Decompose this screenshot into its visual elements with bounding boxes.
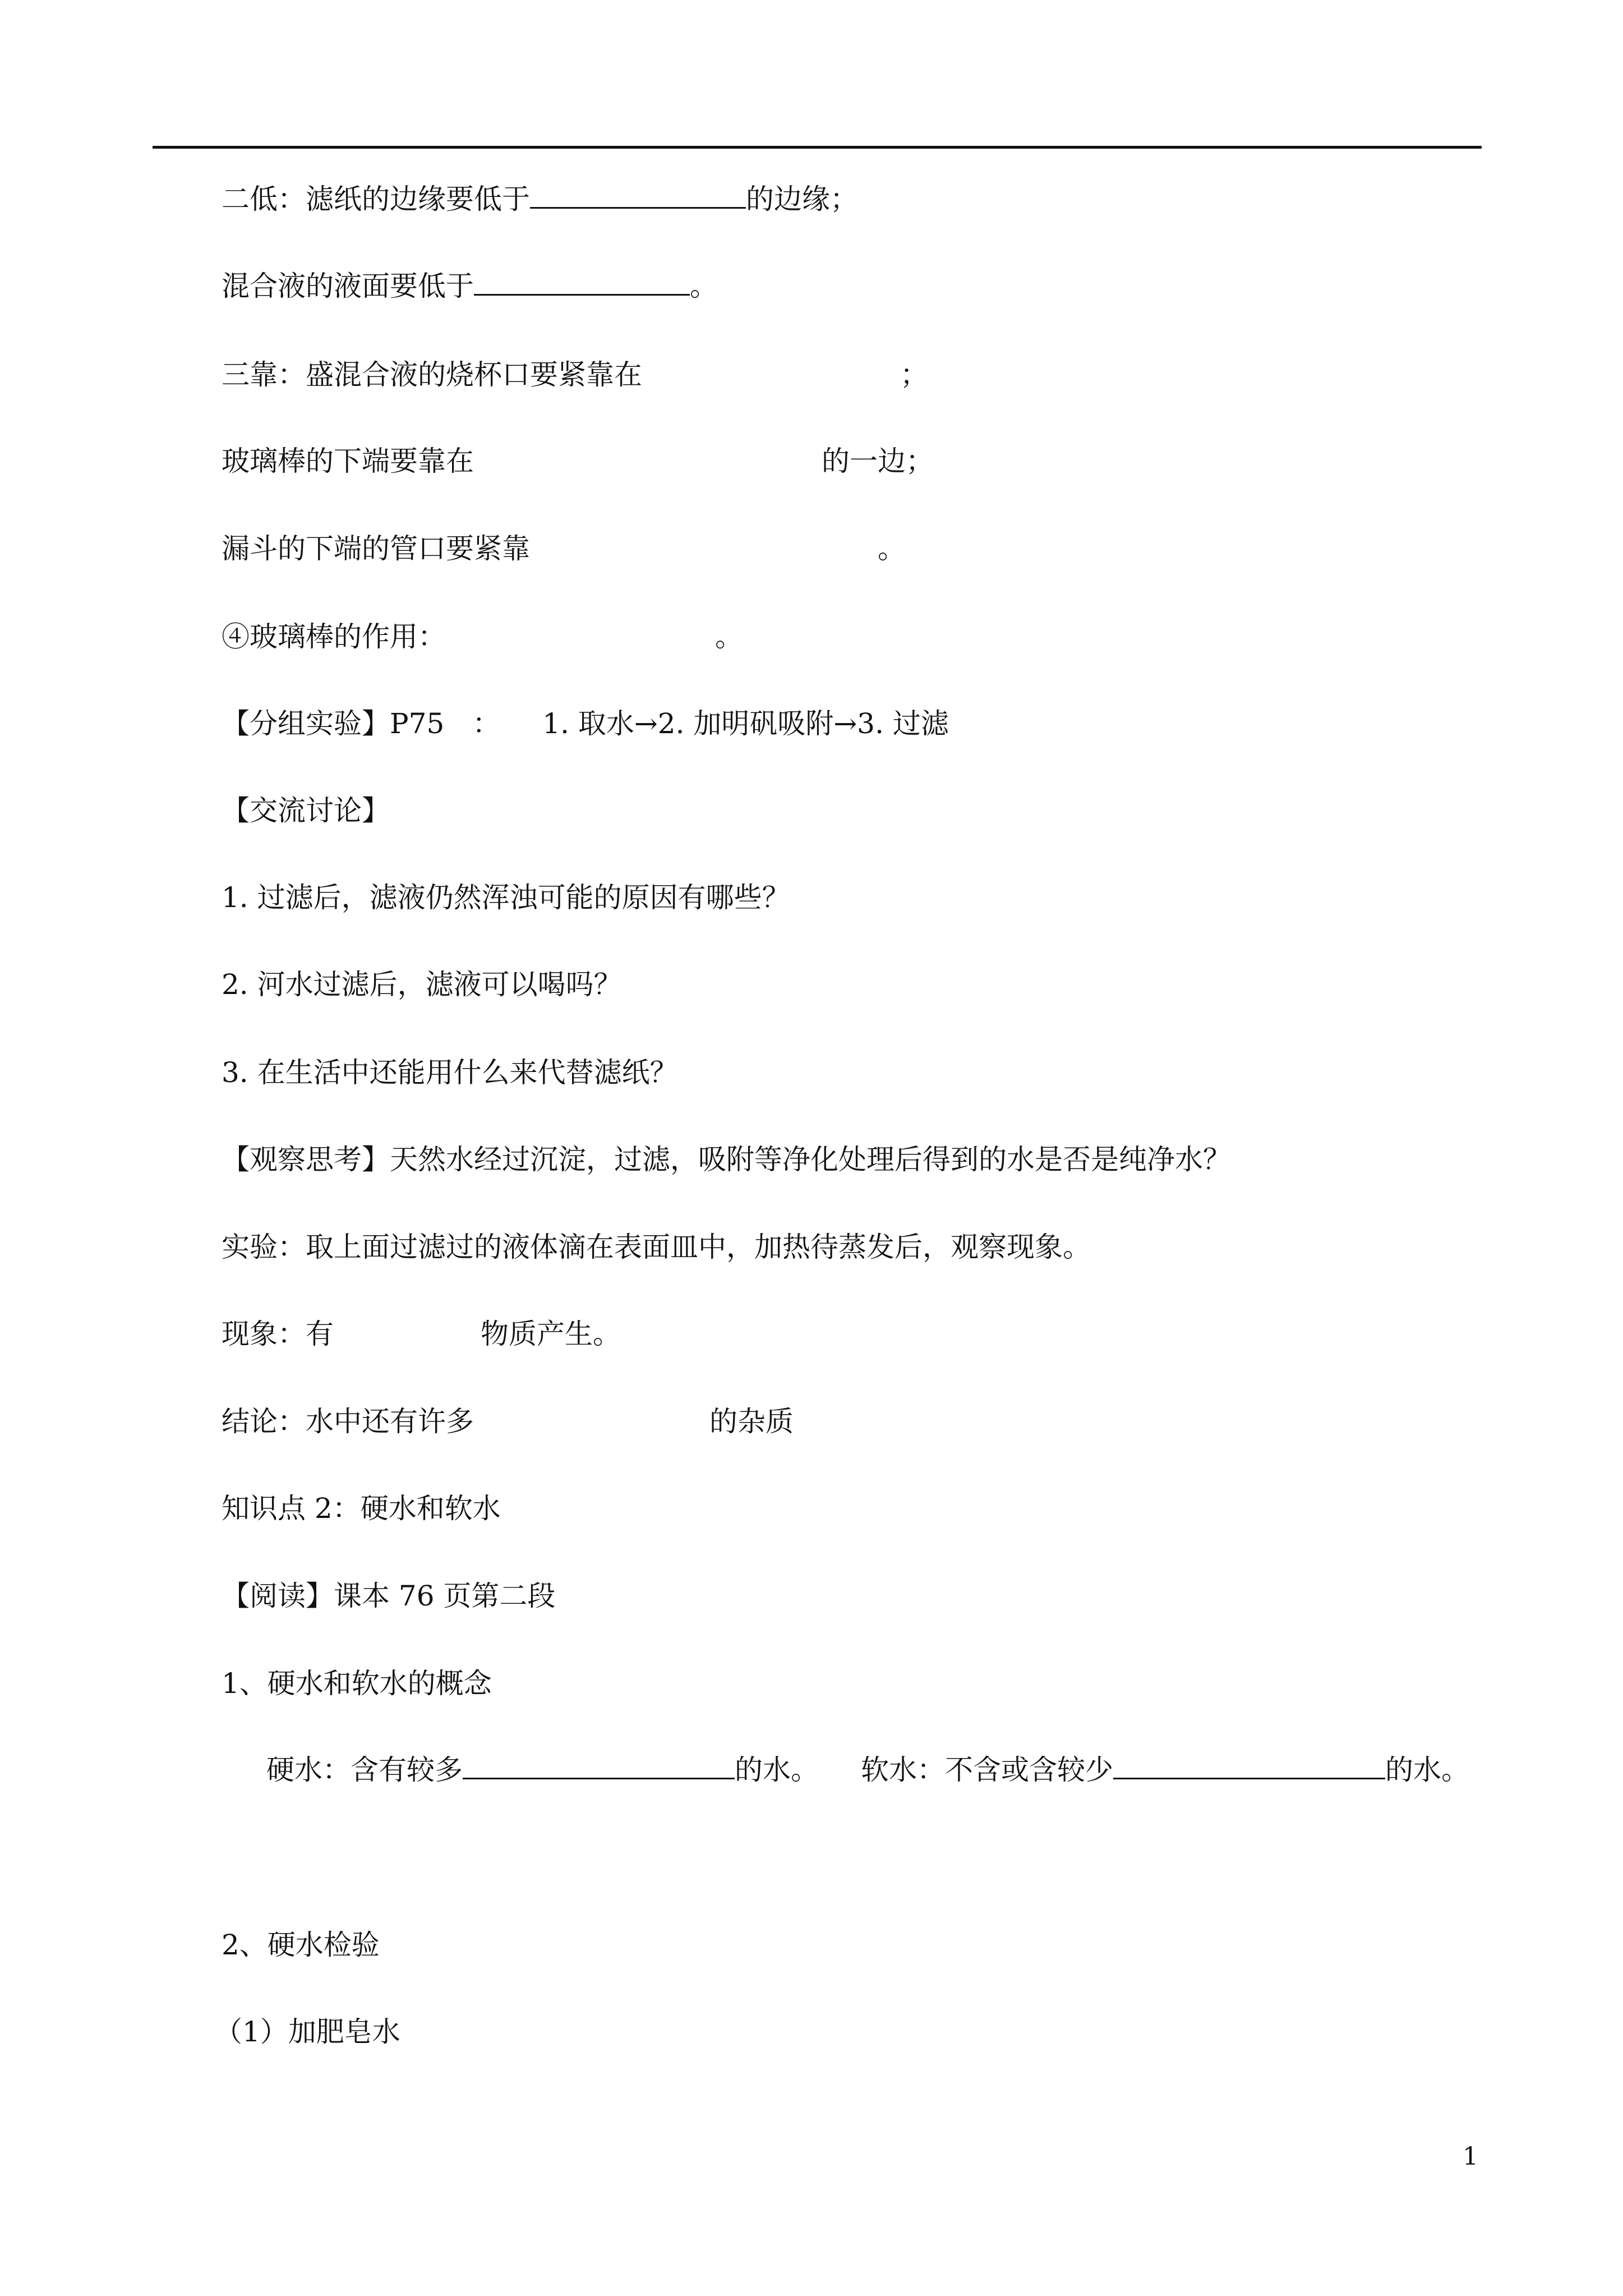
text-line: 【阅读】课本 76 页第二段 bbox=[222, 1580, 556, 1612]
text-line: （1）加肥皂水 bbox=[214, 2016, 400, 2048]
text-line: 漏斗的下端的管口要紧靠 。 bbox=[222, 532, 906, 565]
text-line: 三靠：盛混合液的烧杯口要紧靠在 ； bbox=[222, 358, 928, 391]
fill-blank[interactable] bbox=[463, 1753, 735, 1779]
page-number: 1 bbox=[1463, 2142, 1478, 2171]
fill-blank[interactable] bbox=[530, 182, 746, 209]
text-line: 1、硬水和软水的概念 bbox=[222, 1667, 492, 1700]
text-line: 混合液的液面要低于 。 bbox=[222, 270, 718, 302]
text-line: 【观察思考】天然水经过沉淀，过滤，吸附等净化处理后得到的水是否是纯净水？ bbox=[222, 1143, 1231, 1176]
text-line: 硬水：含有较多 的水。 软水：不含或含较少 的水。 bbox=[266, 1754, 1469, 1786]
text-line: 实验：取上面过滤过的液体滴在表面皿中，加热待蒸发后，观察现象。 bbox=[222, 1231, 1091, 1263]
text-line: ④玻璃棒的作用： 。 bbox=[222, 620, 743, 653]
text-line: 1. 过滤后，滤液仍然浑浊可能的原因有哪些？ bbox=[222, 881, 790, 914]
header-rule bbox=[153, 146, 1482, 149]
section-heading: 知识点 2：硬水和软水 bbox=[222, 1492, 501, 1525]
fill-blank[interactable] bbox=[1113, 1753, 1385, 1779]
text-line: 玻璃棒的下端要靠在 的一边； bbox=[222, 445, 934, 477]
text-line: 2. 河水过滤后，滤液可以喝吗？ bbox=[222, 968, 622, 1001]
text-line: 二低：滤纸的边缘要低于 的边缘； bbox=[222, 183, 858, 215]
text-line: 【分组实验】P75 ： 1. 取水→2. 加明矾吸附→3. 过滤 bbox=[222, 707, 949, 740]
text-line: 3. 在生活中还能用什么来代替滤纸？ bbox=[222, 1056, 678, 1089]
text-line: 结论：水中还有许多 的杂质 bbox=[222, 1405, 794, 1438]
fill-blank[interactable] bbox=[474, 269, 690, 296]
section-heading: 【交流讨论】 bbox=[222, 794, 390, 827]
text-line: 现象：有 物质产生。 bbox=[222, 1318, 621, 1350]
text-line: 2、硬水检验 bbox=[222, 1929, 380, 1961]
